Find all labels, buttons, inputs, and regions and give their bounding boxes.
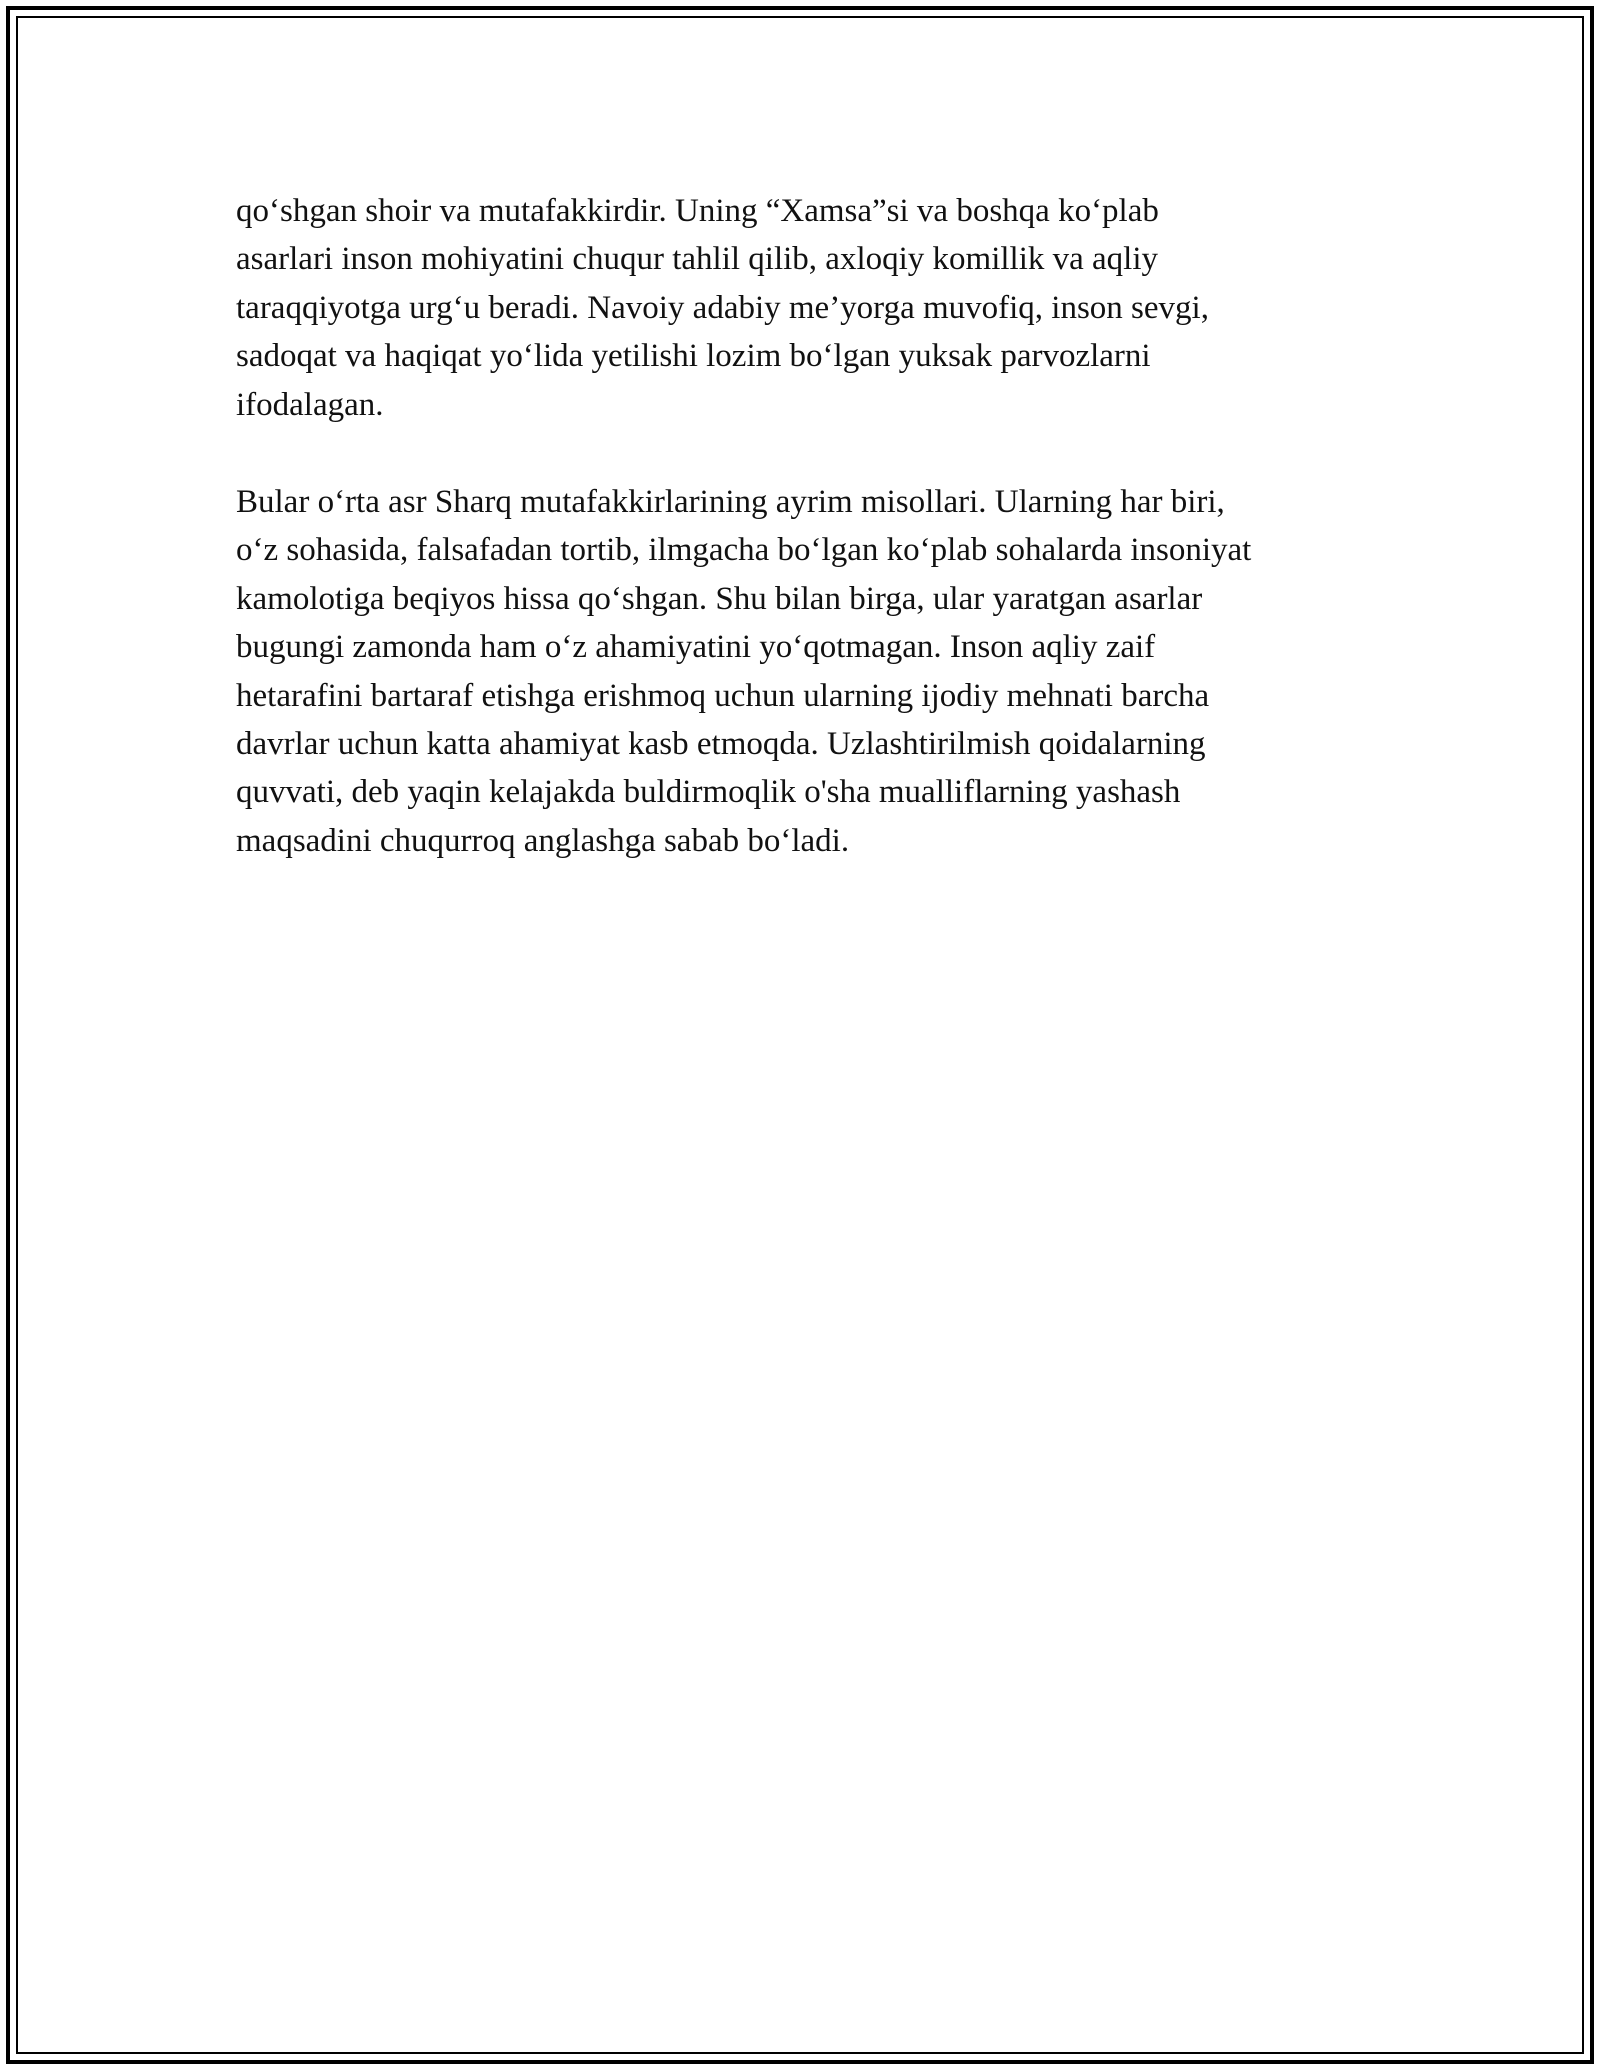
text-line: ifodalagan. (236, 386, 384, 423)
paragraph-2 (236, 478, 1416, 865)
text-line: qo‘shgan shoir va mutafakkirdir. Uning “Xamsa”si va boshqa ko‘plab (236, 193, 1159, 229)
text-line: asarlari inson mohiyatini chuqur tahlil qilib, axloqiy komillik va aqliy (236, 241, 1159, 278)
text-line: maqsadini chuqurroq anglashga sabab bo‘ladi. (236, 822, 850, 859)
text-line: sadoqat va haqiqat yo‘lida yetilishi lozim bo‘lgan yuksak parvozlarni (236, 338, 1151, 375)
text-line: davrlar uchun katta ahamiyat kasb etmoqda. Uzlashtirilmish qoidalarning (236, 726, 1206, 763)
text-line: o‘z sohasida, falsafadan tortib, ilmgacha bo‘lgan ko‘plab sohalarda insoniyat (236, 532, 1252, 569)
document-body (236, 187, 1416, 865)
text-line: bugungi zamonda ham o‘z ahamiyatini yo‘qotmagan. Inson aqliy zaif (236, 629, 1156, 666)
text-line: kamolotiga beqiyos hissa qo‘shgan. Shu bilan birga, ular yaratgan asarlar (236, 580, 1203, 617)
text-line: taraqqiyotga urg‘u beradi. Navoiy adabiy me’yorga muvofiq, inson sevgi, (236, 289, 1209, 326)
text-line: quvvati, deb yaqin kelajakda buldirmoqlik o'sha mualliflarning yashash (236, 774, 1181, 811)
paragraph-1 (236, 187, 1416, 429)
text-line: Bular o‘rta asr Sharq mutafakkirlarining ayrim misollari. Ularning har biri, (236, 484, 1225, 521)
text-line: hetarafini bartaraf etishga erishmoq uchun ularning ijodiy mehnati barcha (236, 677, 1210, 714)
